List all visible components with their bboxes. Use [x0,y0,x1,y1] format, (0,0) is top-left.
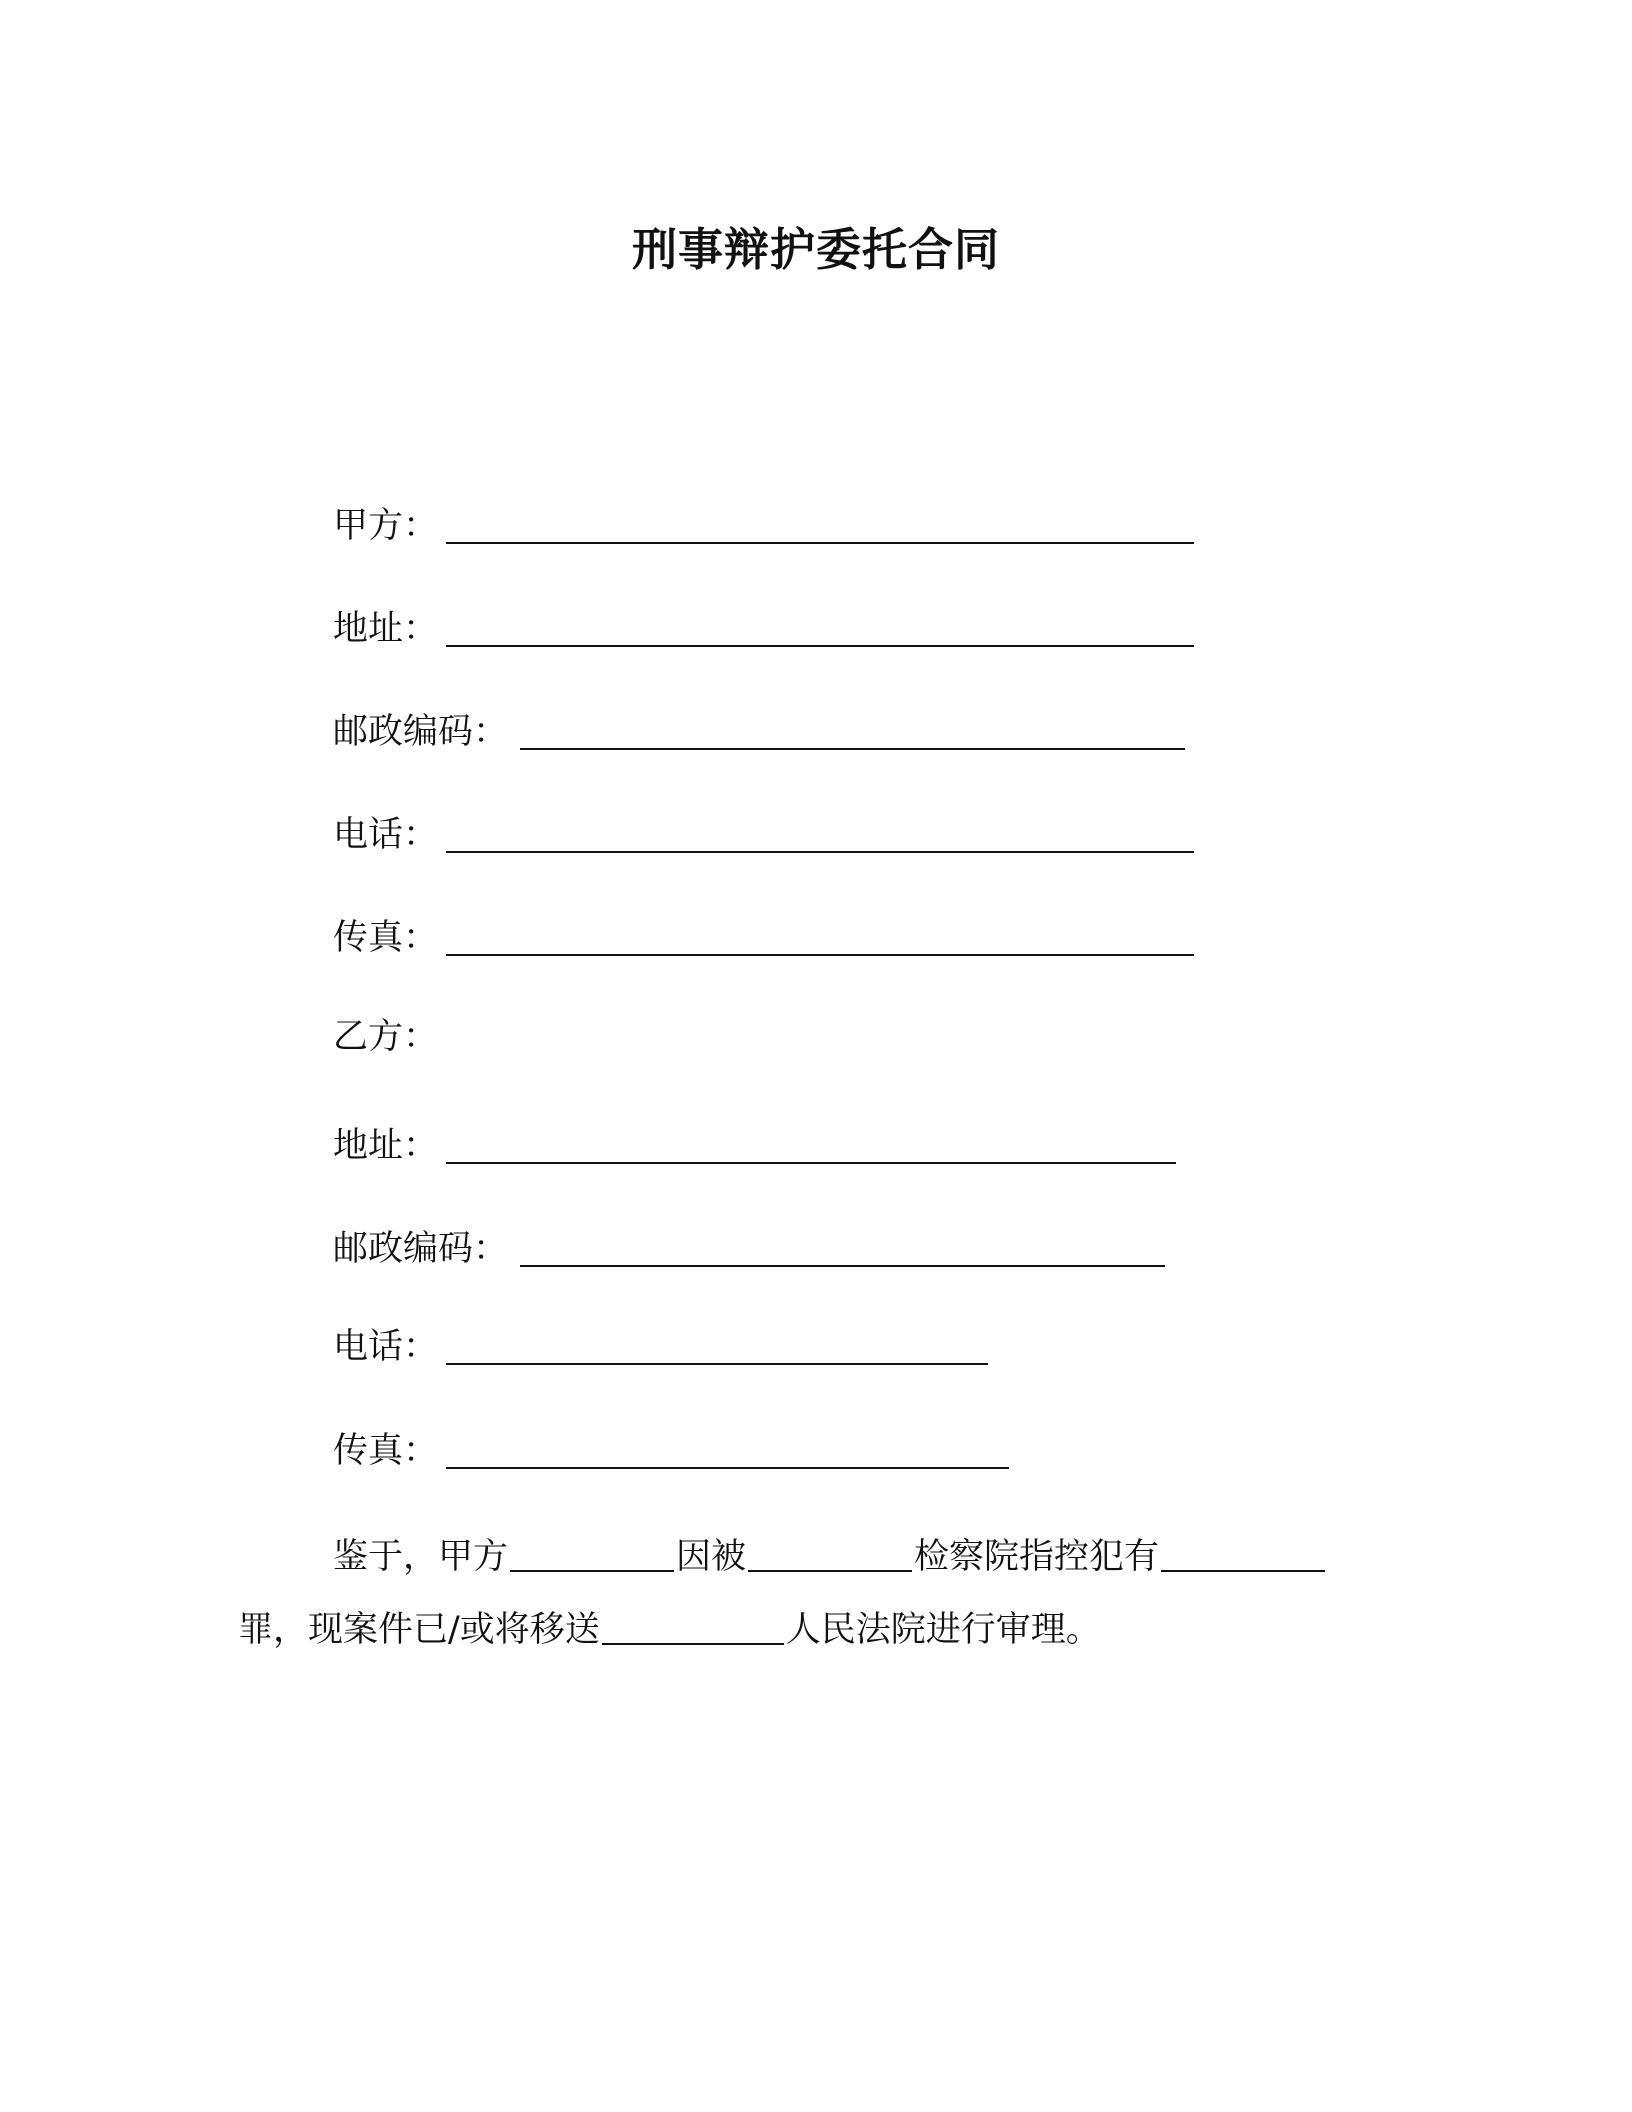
party-b-phone-label: 电话： [333,1327,439,1367]
party-b-name-label: 乙方： [333,1017,439,1057]
defendant-blank[interactable] [510,1538,674,1572]
party-b-address-field [333,1120,438,1172]
recital-text-2b: 人民法院进行审理。 [785,1610,1101,1650]
party-b-name-field [333,1011,438,1063]
party-a-fax-blank[interactable] [446,954,1194,956]
party-a-address-blank[interactable] [446,645,1194,647]
party-b-fax-label: 传真： [333,1431,439,1471]
charge-blank[interactable] [1161,1538,1325,1572]
recital-text-1c: 检察院指控犯有 [914,1537,1160,1577]
party-b-phone-blank[interactable] [446,1363,988,1365]
recital-text-2a: 罪，现案件已/或将移送 [238,1610,600,1650]
party-a-name-blank[interactable] [446,542,1194,544]
recital-line-2 [238,1604,1101,1656]
procuratorate-blank[interactable] [748,1538,912,1572]
document-title: 刑事辩护委托合同 [631,223,1000,276]
party-a-phone-blank[interactable] [446,851,1194,853]
party-b-postal-blank[interactable] [520,1265,1165,1267]
party-a-phone-field [333,809,438,861]
recital-text-1a: 鉴于，甲方 [333,1537,509,1577]
party-b-fax-field [333,1425,438,1477]
party-b-postal-label: 邮政编码： [333,1229,509,1269]
party-b-address-blank[interactable] [446,1162,1176,1164]
party-a-name-field [333,500,438,552]
party-b-fax-blank[interactable] [446,1467,1009,1469]
party-b-phone-field [333,1321,438,1373]
recital-line-1 [333,1531,1327,1583]
party-a-fax-label: 传真： [333,918,439,958]
party-a-fax-field [333,912,438,964]
party-a-postal-blank[interactable] [520,748,1185,750]
party-a-name-label: 甲方： [333,506,439,546]
party-b-postal-field [333,1223,508,1275]
court-blank[interactable] [602,1611,784,1645]
party-a-address-label: 地址： [333,609,439,649]
party-a-postal-label: 邮政编码： [333,712,509,752]
party-a-postal-field [333,706,508,758]
party-a-address-field [333,603,438,655]
party-a-phone-label: 电话： [333,815,439,855]
recital-text-1b: 因被 [676,1537,747,1577]
party-b-address-label: 地址： [333,1126,439,1166]
